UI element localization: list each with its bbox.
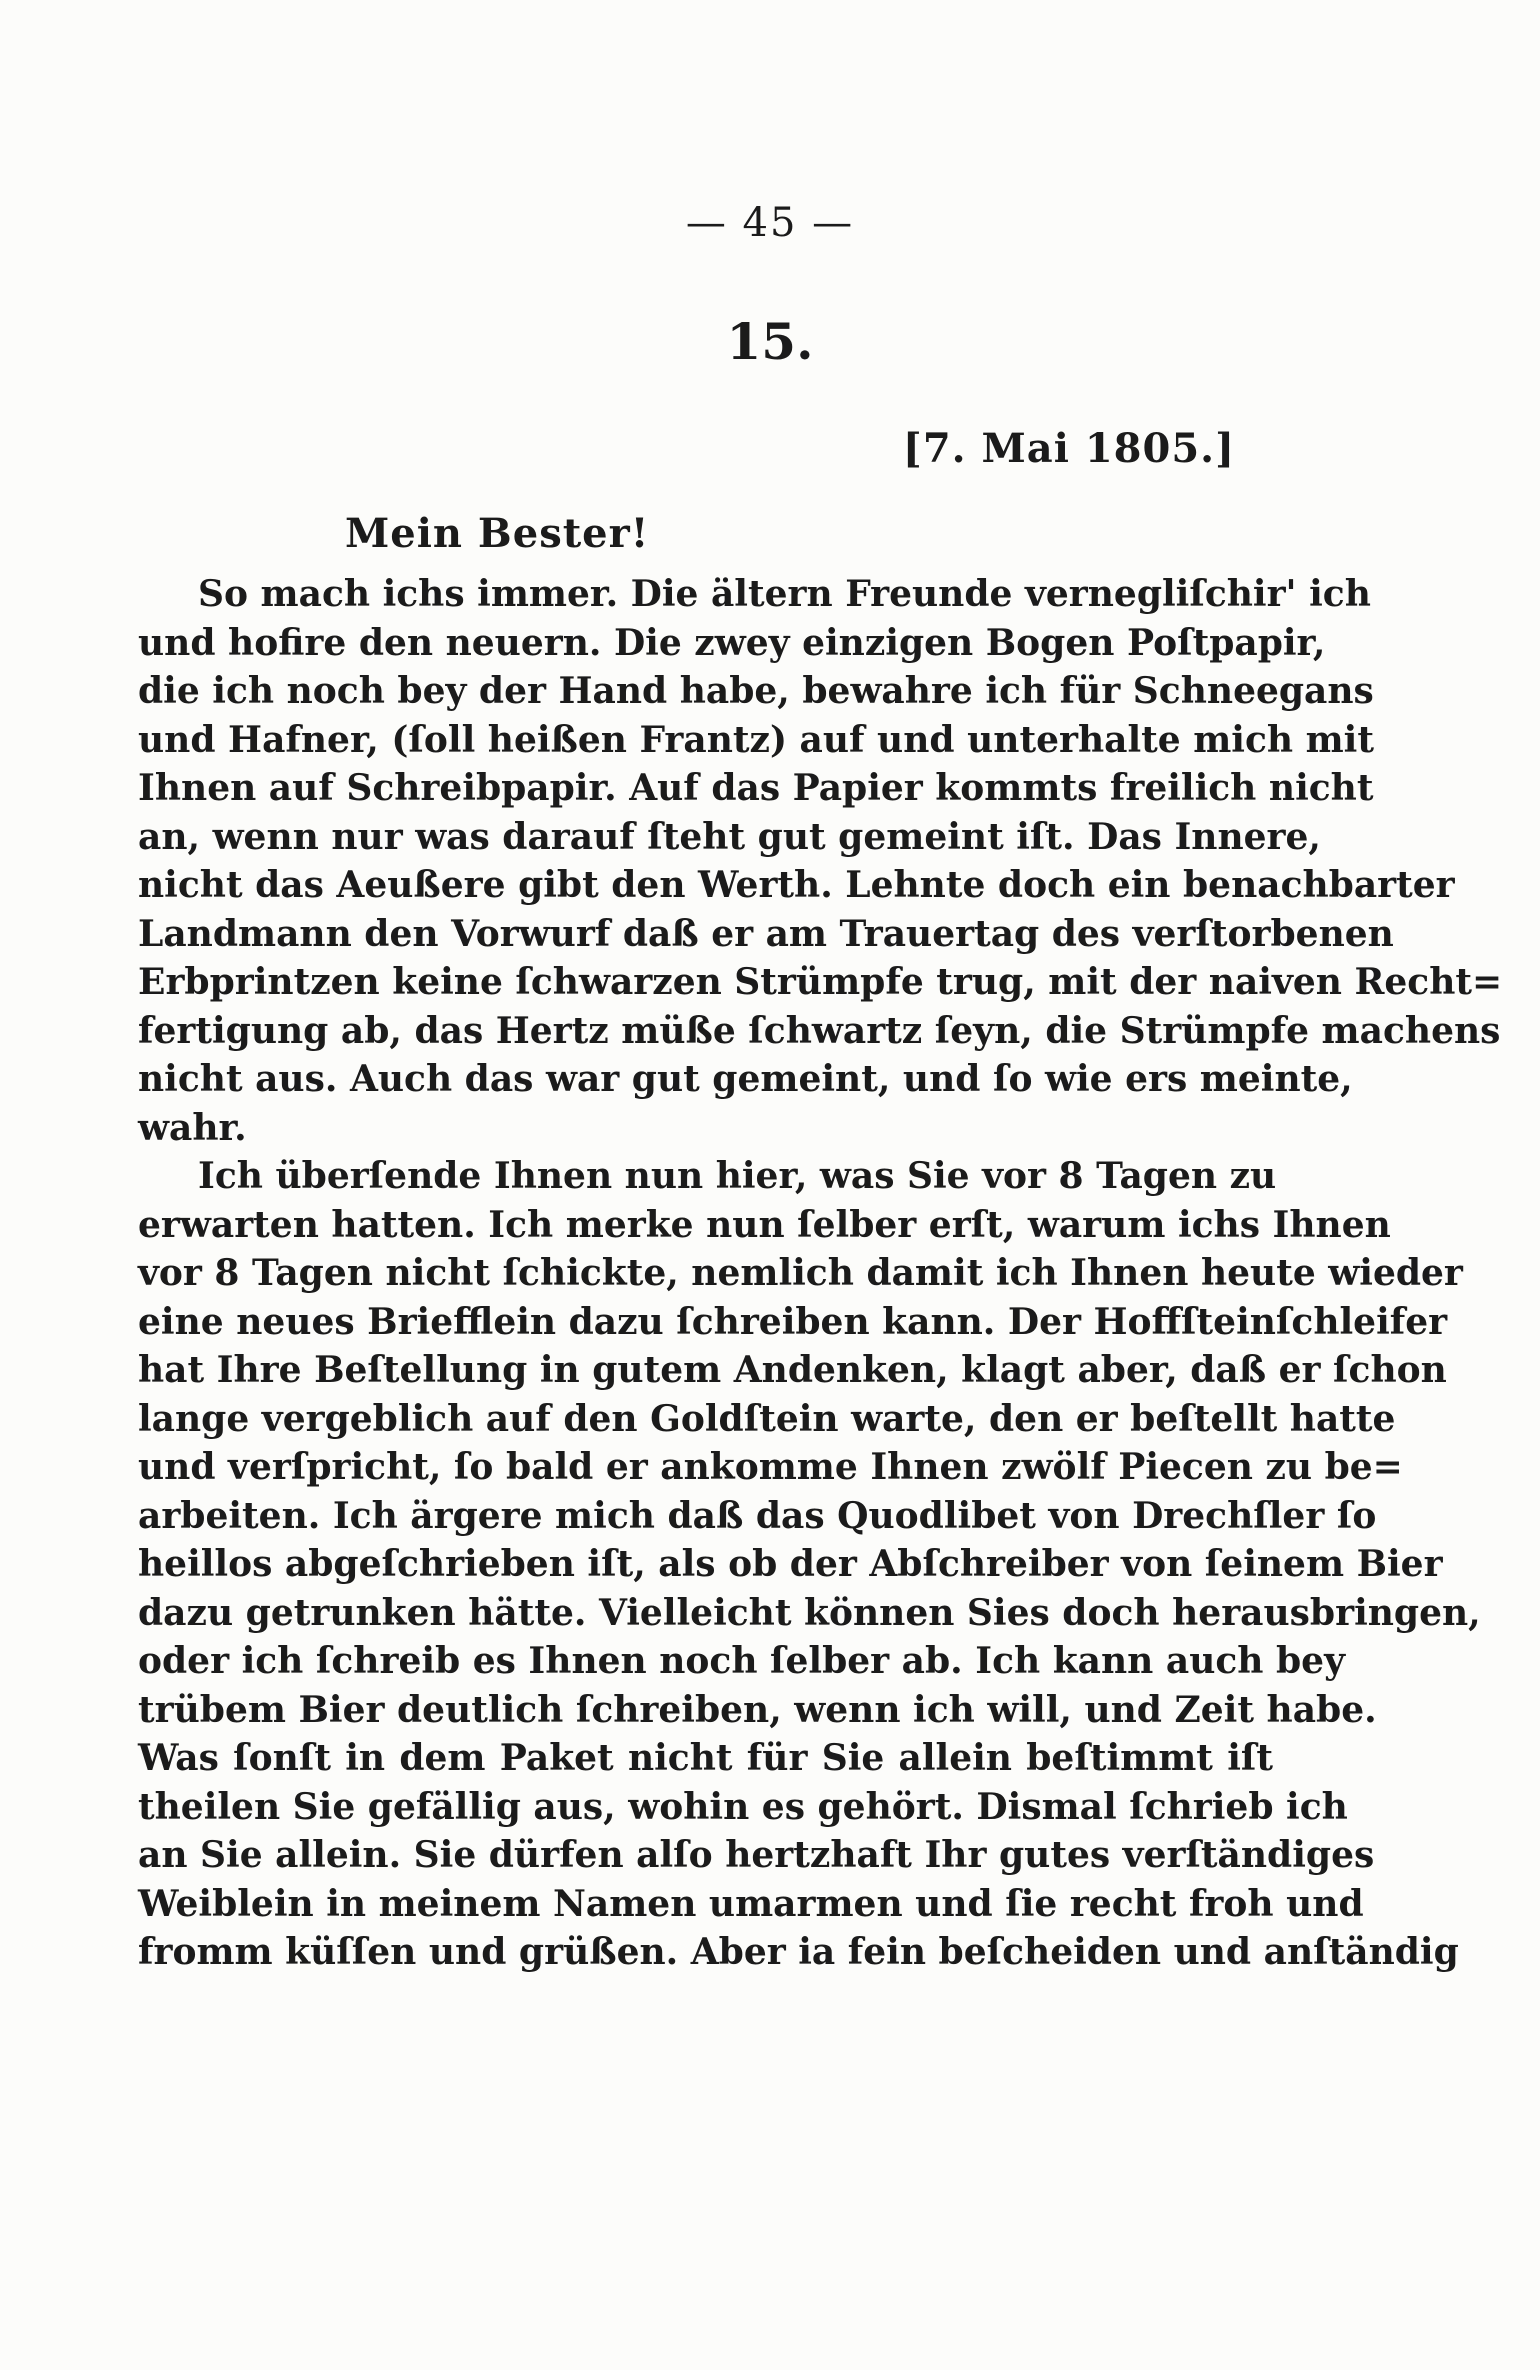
text-line: Landmann den Vorwurf daß er am Trauertag des verſtorbenen [138,912,1394,955]
letter-number: 15. [726,312,814,371]
text-line: eine neues Briefflein dazu ſchreiben kann. Der Hoffſteinſchleifer [138,1300,1448,1343]
text-line: die ich noch bey der Hand habe, bewahre ich für Schneegans [138,670,1374,712]
text-line: an Sie allein. Sie dürfen alſo hertzhaft Ihr gutes verſtändiges [138,1834,1375,1876]
text-line: und hofire den neuern. Die zwey einzigen Bogen Poſtpapir, [138,621,1326,664]
text-line: Was ſonſt in dem Paket nicht für Sie allein beſtimmt iſt [138,1737,1273,1779]
text-line: wahr. [138,1106,247,1149]
text-line: Ihnen auf Schreibpapir. Auf das Papier kommts freilich nicht [138,767,1374,809]
text-line: und Hafner, (ſoll heißen Frantz) auf und unterhalte mich mit [138,718,1374,761]
text-line: oder ich ſchreib es Ihnen noch ſelber ab. Ich kann auch bey [138,1640,1345,1682]
text-line: theilen Sie gefällig aus, wohin es gehört. Dismal ſchrieb ich [138,1785,1348,1828]
text-line: Ich überſende Ihnen nun hier, was Sie vor 8 Tagen zu [198,1155,1277,1197]
text-line: dazu getrunken hätte. Vielleicht können Sies doch herausbringen, [138,1591,1481,1634]
text-line: erwarten hatten. Ich merke nun ſelber erſt, warum ichs Ihnen [138,1203,1391,1246]
text-line: Erbprintzen keine ſchwarzen Strümpfe trug, mit der naiven Recht= [138,961,1503,1003]
text-line: fromm küſſen und grüßen. Aber ia fein beſcheiden und anſtändig [138,1931,1459,1973]
text-line: und verſpricht, ſo bald er ankomme Ihnen zwölf Piecen zu be= [138,1446,1403,1488]
text-line: nicht aus. Auch das war gut gemeint, und ſo wie ers meinte, [138,1058,1353,1100]
text-line: heillos abgeſchrieben iſt, als ob der Abſchreiber von ſeinem Bier [138,1543,1443,1585]
letter-body [138,570,1503,1977]
page-number: — 45 — [685,200,855,246]
text-line: an, wenn nur was darauf ſteht gut gemeint iſt. Das Innere, [138,815,1321,858]
text-line: vor 8 Tagen nicht ſchickte, nemlich damit ich Ihnen heute wieder [138,1252,1463,1294]
text-line: fertigung ab, das Hertz müße ſchwartz ſeyn, die Strümpfe machens [138,1009,1501,1052]
text-line: nicht das Aeußere gibt den Werth. Lehnte doch ein benachbarter [138,864,1455,906]
text-line: Weiblein in meinem Namen umarmen und ſie recht froh und [138,1882,1364,1925]
text-line: hat Ihre Beſtellung in gutem Andenken, klagt aber, daß er ſchon [138,1349,1447,1391]
text-line: trübem Bier deutlich ſchreiben, wenn ich will, und Zeit habe. [138,1688,1377,1731]
salutation: Mein Bester! [345,510,650,557]
letter-date: [7. Mai 1805.] [902,425,1235,472]
text-line: arbeiten. Ich ärgere mich daß das Quodlibet von Drechſler ſo [138,1494,1377,1537]
text-line: So mach ichs immer. Die ältern Freunde vernegliſchir' ich [198,573,1371,615]
text-line: lange vergeblich auf den Goldſtein warte, den er beſtellt hatte [138,1397,1396,1440]
